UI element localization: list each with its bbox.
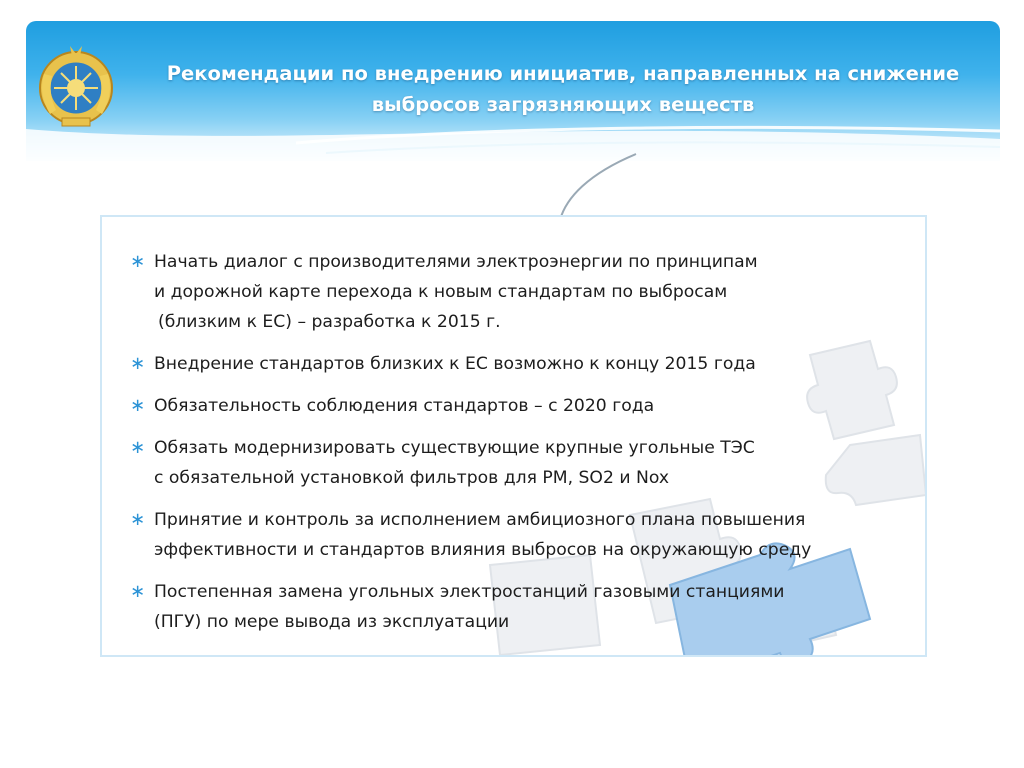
list-item-line: Принятие и контроль за исполнением амбициозного плана повышения [154, 510, 806, 530]
kazakhstan-coat-of-arms-icon [36, 44, 116, 132]
asterisk-bullet-icon: ∗ [130, 509, 146, 530]
list-item-line: с обязательной установкой фильтров для PM, SO2 и Nox [154, 468, 669, 488]
list-item-line: Начать диалог с производителями электроэнергии по принципам [154, 252, 758, 272]
list-item [130, 433, 925, 493]
asterisk-bullet-icon: ∗ [130, 251, 146, 272]
asterisk-bullet-icon: ∗ [130, 353, 146, 374]
list-item [130, 391, 925, 421]
list-item-line: эффективности и стандартов влияния выбросов на окружающую среду [154, 540, 812, 560]
asterisk-bullet-icon: ∗ [130, 437, 146, 458]
content-panel [100, 215, 927, 657]
page-title [132, 58, 994, 120]
list-item [130, 349, 925, 379]
list-item-line: Обязательность соблюдения стандартов – с 2020 года [154, 396, 655, 416]
asterisk-bullet-icon: ∗ [130, 395, 146, 416]
list-item-line: Обязать модернизировать существующие крупные угольные ТЭС [154, 438, 755, 458]
curve-decoration [548, 150, 638, 222]
list-item-line: Постепенная замена угольных электростанций газовыми станциями [154, 582, 785, 602]
asterisk-bullet-icon: ∗ [130, 581, 146, 602]
title-line-1: Рекомендации по внедрению инициатив, направленных на снижение [166, 62, 960, 85]
recommendations-list [102, 217, 925, 637]
list-item-line: и дорожной карте перехода к новым стандартам по выбросам [154, 282, 728, 302]
list-item-line: (близким к ЕС) – разработка к 2015 г. [158, 312, 501, 332]
list-item-line: Внедрение стандартов близких к ЕС возможно к концу 2015 года [154, 354, 756, 374]
list-item [130, 247, 925, 337]
title-line-2: выбросов загрязняющих веществ [371, 93, 755, 116]
list-item-line: (ПГУ) по мере вывода из эксплуатации [154, 612, 510, 632]
list-item [130, 577, 925, 637]
list-item [130, 505, 925, 565]
